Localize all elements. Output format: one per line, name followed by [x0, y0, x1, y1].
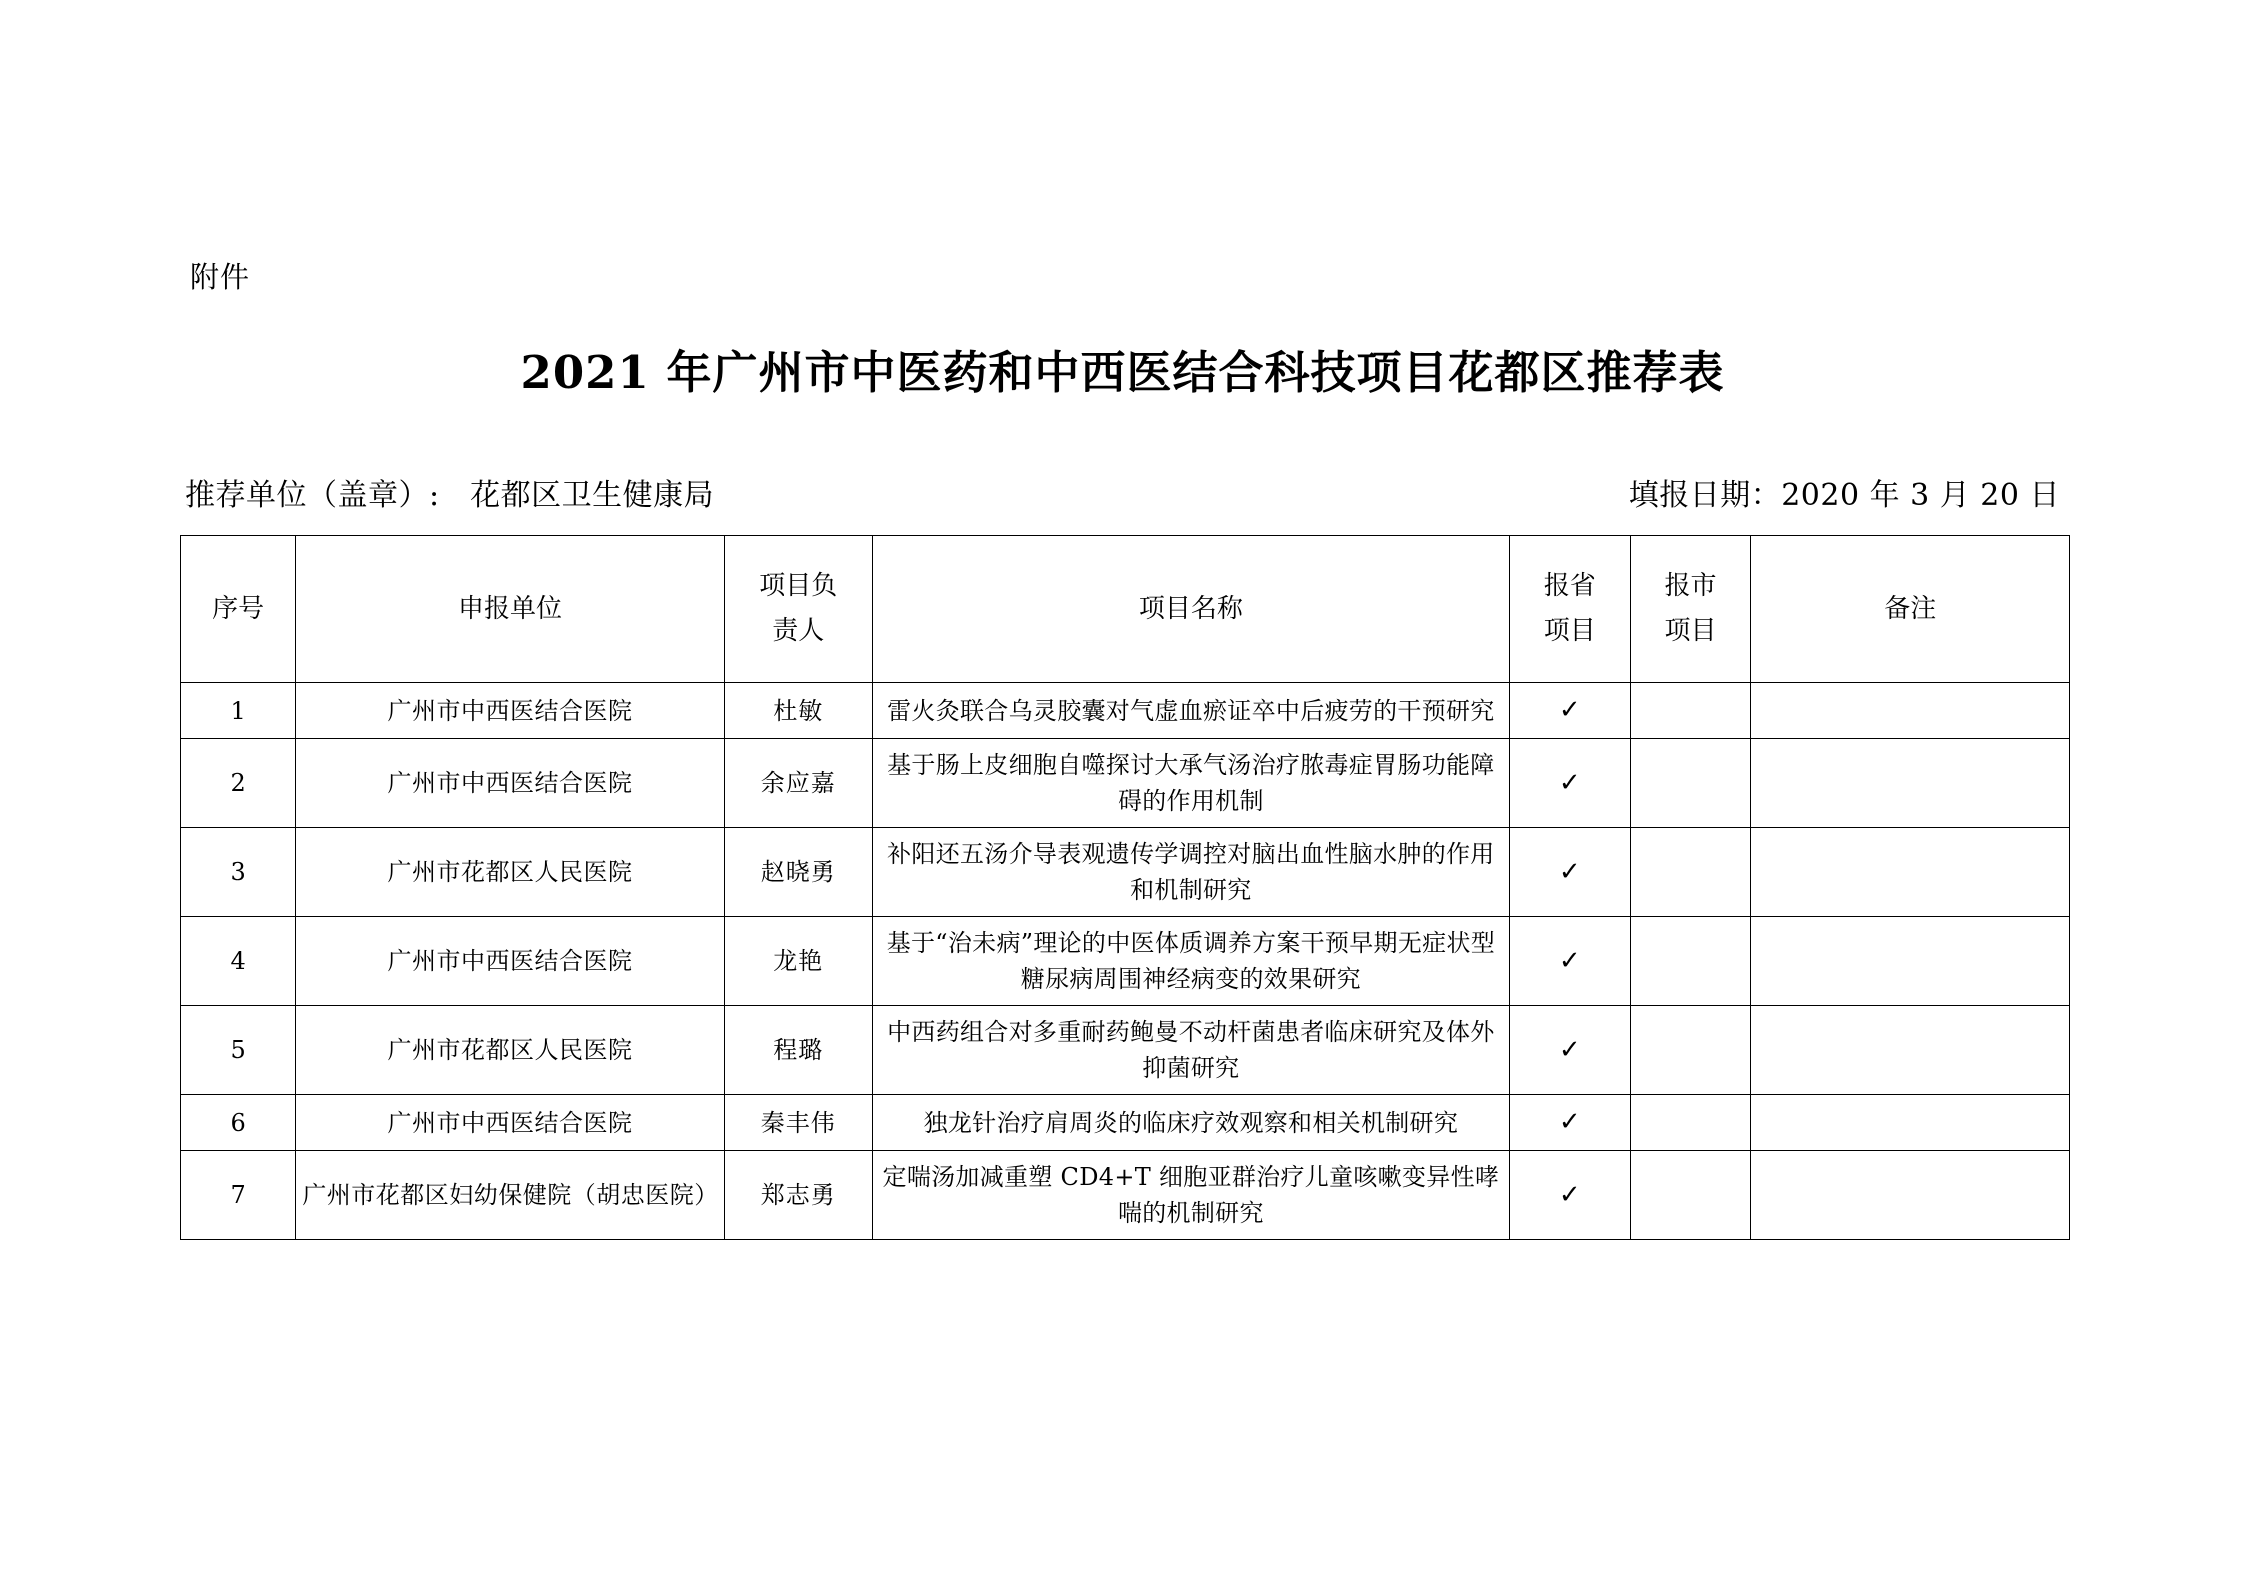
- cell-seq: 1: [181, 683, 296, 739]
- cell-province-mark: ✓: [1509, 917, 1630, 1006]
- cell-remark: [1751, 1095, 2070, 1151]
- cell-city-mark: [1630, 917, 1751, 1006]
- table-row: [181, 1095, 2070, 1151]
- cell-leader: 赵晓勇: [724, 828, 872, 917]
- table-header-row: [181, 536, 2070, 683]
- cell-project: 补阳还五汤介导表观遗传学调控对脑出血性脑水肿的作用和机制研究: [872, 828, 1509, 917]
- table-row: [181, 1151, 2070, 1240]
- table-header-project-name: 项目名称: [872, 536, 1509, 683]
- table-row: [181, 1006, 2070, 1095]
- cell-remark: [1751, 1006, 2070, 1095]
- report-date-label: 填报日期：2020 年 3 月 20 日: [1628, 478, 2060, 513]
- table-header-project-leader-line1: 项目负: [759, 570, 838, 601]
- table-header-city-line1: 报市: [1664, 570, 1717, 601]
- cell-city-mark: [1630, 828, 1751, 917]
- cell-project: 基于肠上皮细胞自噬探讨大承气汤治疗脓毒症胃肠功能障碍的作用机制: [872, 739, 1509, 828]
- cell-project: 独龙针治疗肩周炎的临床疗效观察和相关机制研究: [872, 1095, 1509, 1151]
- cell-city-mark: [1630, 1006, 1751, 1095]
- cell-seq: 7: [181, 1151, 296, 1240]
- cell-unit: 广州市花都区妇幼保健院（胡忠医院）: [296, 1151, 724, 1240]
- recommendation-table: [180, 535, 2070, 1240]
- cell-unit: 广州市中西医结合医院: [296, 917, 724, 1006]
- table-header-seq: 序号: [181, 536, 296, 683]
- cell-seq: 6: [181, 1095, 296, 1151]
- cell-leader: 程璐: [724, 1006, 872, 1095]
- cell-leader: 杜敏: [724, 683, 872, 739]
- table-header-apply-unit: 申报单位: [296, 536, 724, 683]
- cell-leader: 余应嘉: [724, 739, 872, 828]
- cell-unit: 广州市中西医结合医院: [296, 739, 724, 828]
- cell-province-mark: ✓: [1509, 1151, 1630, 1240]
- cell-remark: [1751, 739, 2070, 828]
- cell-province-mark: ✓: [1509, 683, 1630, 739]
- cell-project: 中西药组合对多重耐药鲍曼不动杆菌患者临床研究及体外抑菌研究: [872, 1006, 1509, 1095]
- cell-city-mark: [1630, 683, 1751, 739]
- table-row: [181, 828, 2070, 917]
- table-header-province-project: [1509, 536, 1630, 683]
- table-header-city-project: [1630, 536, 1751, 683]
- cell-province-mark: ✓: [1509, 1006, 1630, 1095]
- recommending-unit-label: 推荐单位（盖章）: 花都区卫生健康局: [185, 478, 715, 513]
- cell-unit: 广州市中西医结合医院: [296, 1095, 724, 1151]
- cell-province-mark: ✓: [1509, 1095, 1630, 1151]
- cell-seq: 2: [181, 739, 296, 828]
- table-header-province-line1: 报省: [1543, 570, 1596, 601]
- cell-remark: [1751, 917, 2070, 1006]
- table-header-project-leader: [724, 536, 872, 683]
- cell-city-mark: [1630, 1151, 1751, 1240]
- table-header-project-leader-line2: 责人: [772, 616, 825, 646]
- meta-row: [185, 470, 2060, 514]
- cell-remark: [1751, 683, 2070, 739]
- cell-remark: [1751, 1151, 2070, 1240]
- table-header-remark: 备注: [1751, 536, 2070, 683]
- cell-unit: 广州市花都区人民医院: [296, 828, 724, 917]
- cell-province-mark: ✓: [1509, 739, 1630, 828]
- cell-remark: [1751, 828, 2070, 917]
- cell-leader: 秦丰伟: [724, 1095, 872, 1151]
- cell-province-mark: ✓: [1509, 828, 1630, 917]
- page-title: 2021 年广州市中医药和中西医结合科技项目花都区推荐表: [520, 346, 1725, 399]
- cell-leader: 郑志勇: [724, 1151, 872, 1240]
- table-row: [181, 739, 2070, 828]
- cell-seq: 5: [181, 1006, 296, 1095]
- cell-seq: 3: [181, 828, 296, 917]
- cell-project: 雷火灸联合乌灵胶囊对气虚血瘀证卒中后疲劳的干预研究: [872, 683, 1509, 739]
- cell-leader: 龙艳: [724, 917, 872, 1006]
- table-row: [181, 917, 2070, 1006]
- cell-project: 基于“治未病”理论的中医体质调养方案干预早期无症状型糖尿病周围神经病变的效果研究: [872, 917, 1509, 1006]
- cell-project: 定喘汤加减重塑 CD4+T 细胞亚群治疗儿童咳嗽变异性哮喘的机制研究: [872, 1151, 1509, 1240]
- table-header-city-line2: 项目: [1664, 616, 1717, 646]
- table-header-province-line2: 项目: [1543, 616, 1596, 646]
- cell-unit: 广州市中西医结合医院: [296, 683, 724, 739]
- cell-seq: 4: [181, 917, 296, 1006]
- table-row: [181, 683, 2070, 739]
- cell-city-mark: [1630, 739, 1751, 828]
- cell-unit: 广州市花都区人民医院: [296, 1006, 724, 1095]
- cell-city-mark: [1630, 1095, 1751, 1151]
- attachment-label: 附件: [190, 260, 251, 294]
